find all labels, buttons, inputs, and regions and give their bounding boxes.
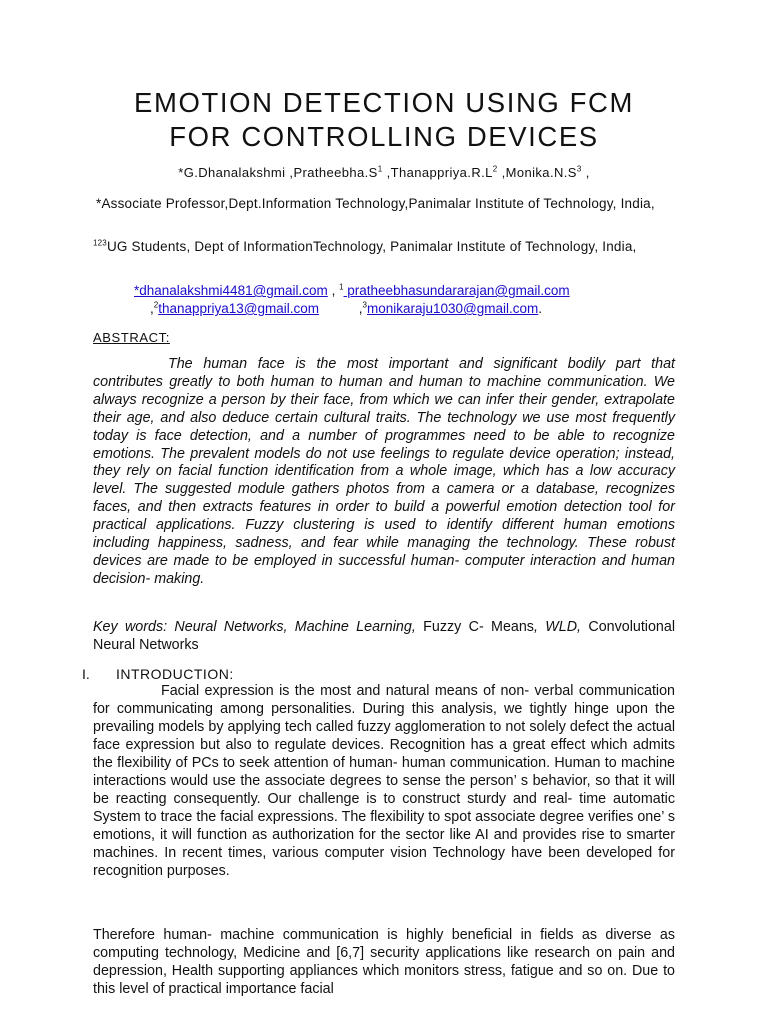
author-text: ,Monika.N.S <box>497 165 577 180</box>
keyword-text: Convolutional Neural Networks <box>93 619 676 653</box>
keywords-line <box>93 619 675 655</box>
abstract-heading: ABSTRACT: <box>93 330 170 345</box>
intro-paragraph-2: Therefore human- machine communication is highly beneficial in fields as diverse as computing technology, Medicine and [6,7] security applications like research on pain and depression, Health supporting appliances which monitors stress, fatigue and so on. Due to this level of practical importance facial <box>93 927 675 997</box>
email-separator: , <box>150 301 154 316</box>
email-link[interactable]: pratheebhasundararajan@gmail.com <box>343 283 570 298</box>
email-superscript: 1 <box>339 282 344 292</box>
section-number: I. <box>82 666 90 682</box>
email-row-1 <box>134 282 570 300</box>
email-link[interactable]: *dhanalakshmi4481@gmail.com <box>134 283 328 298</box>
abstract-paragraph <box>93 356 675 589</box>
affiliation-faculty: *Associate Professor,Dept.Information Technology,Panimalar Institute of Technology, India, <box>96 196 655 211</box>
email-link[interactable]: thanappriya13@gmail.com <box>158 301 320 316</box>
affiliation-text: UG Students, Dept of InformationTechnology, Panimalar Institute of Technology, India, <box>106 239 637 254</box>
author-text: *G.Dhanalakshmi ,Pratheebha.S <box>178 165 378 180</box>
title-line-1: EMOTION DETECTION USING FCM <box>134 87 634 118</box>
email-terminator: . <box>538 301 543 316</box>
author-superscript: 3 <box>576 164 582 174</box>
section-title: INTRODUCTION: <box>116 666 234 682</box>
author-text: ,Thanappriya.R.L <box>382 165 493 180</box>
affiliation-students <box>93 238 683 255</box>
author-list <box>0 165 768 180</box>
author-text: , <box>581 165 590 180</box>
email-separator: , <box>327 283 340 298</box>
keyword-text: Fuzzy C- Means <box>415 619 534 635</box>
author-superscript: 1 <box>377 164 383 174</box>
abstract-text: The human face is the most important and significant bodily part that contributes greatly to both human to human and human to machine communication. We always recognize a person by their face, from which we can infer their gender, extrapolate their age, and also deduce certain cultural traits. The technology we use most frequently today is face detection, and a number of programmes need to be able to recognize emotions. The prevalent models do not use feelings to regulate device operation; instead, they rely on facial function identification from a whole image, which has a low accuracy level. The suggested module gathers photos from a camera or a database, recognizes faces, and then extracts features in order to build a powerful emotion detection tool for practical applications. Fuzzy clustering is used to identify different human emotions including happiness, sadness, and fear while managing the technology. These robust devices are made to be employed in successful human- computer interaction and human decision- making. <box>93 356 675 587</box>
intro-text: Facial expression is the most and natural means of non- verbal communication for communicating among personalities. During this analysis, we tightly hinge upon the prevailing models by applying tech called fuzzy agglomeration to not solely defect the actual face expression but also to regulate devices. Recognition has a great effect which admits the flexibility of PCs to seek attention of human- human communication. Human to machine interactions would use the associate degrees to sense the person’ s behavior, so that it will be reacting consequently. Our challenge is to construct sturdy and real- time automatic System to trace the facial expressions. The flexibility to spot associate degree verifies one’ s emotions, it will function as authorization for the sector like AI and provides rise to smarter machines. In recent times, various computer vision Technology have been developed for recognition purposes. <box>93 683 675 879</box>
keywords-label: Key words: Neural Networks, Machine Learning, <box>93 619 416 635</box>
email-superscript: 2 <box>153 300 159 310</box>
intro-paragraph-1 <box>93 682 675 880</box>
title-line-2: FOR CONTROLLING DEVICES <box>169 121 599 152</box>
affiliation-superscript: 123 <box>93 238 107 248</box>
email-row-2 <box>150 300 542 318</box>
author-superscript: 2 <box>492 164 498 174</box>
email-link[interactable]: monikaraju1030@gmail.com <box>366 301 539 316</box>
email-superscript: 3 <box>362 300 367 310</box>
email-separator: , <box>355 301 363 316</box>
keyword-text: , WLD, <box>533 619 582 635</box>
paper-title <box>60 86 708 154</box>
